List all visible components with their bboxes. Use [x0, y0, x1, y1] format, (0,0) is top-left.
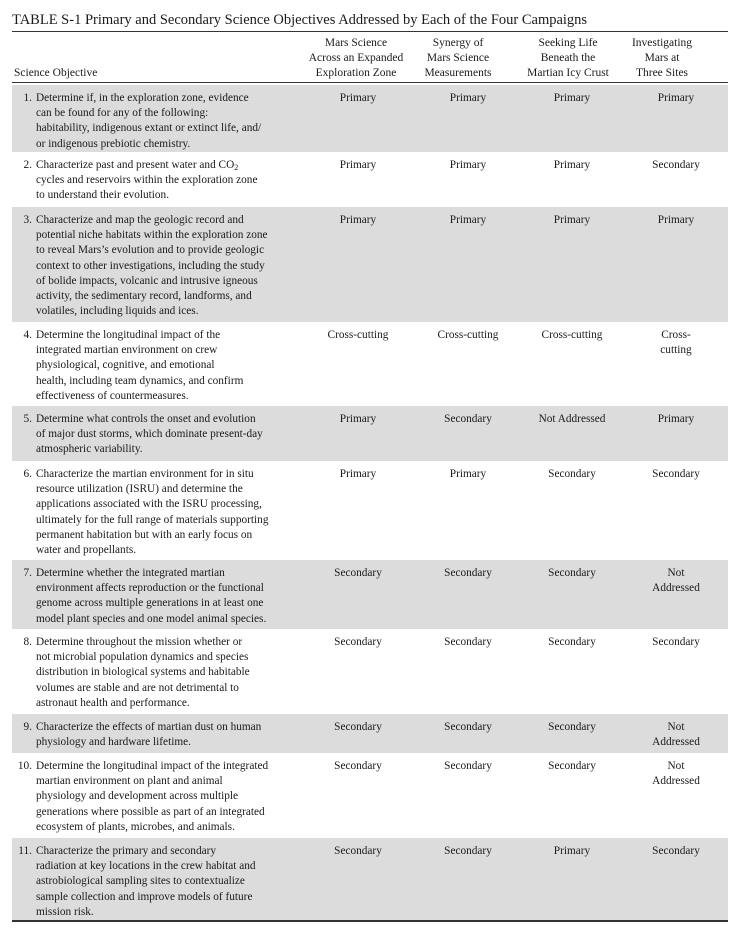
objective-line: integrated martian environment on crew: [36, 344, 218, 357]
campaign-cell: [520, 635, 624, 650]
objective-number: 7.: [23, 567, 32, 579]
objective-line: astrobiological sampling sites to contextualize: [36, 875, 245, 888]
objective-line: not microbial population dynamics and species: [36, 651, 249, 664]
cell-value: Secondary: [444, 845, 492, 857]
objective-line: Characterize and map the geologic record and: [36, 214, 244, 226]
objective-text: [36, 328, 306, 404]
objective-line: Determine if, in the exploration zone, evidence: [36, 92, 249, 104]
table-title: TABLE S-1 Primary and Secondary Science Objectives Addressed by Each of the Four Campaigns: [12, 12, 588, 28]
objective-line: Determine the longitudinal impact of the: [36, 329, 221, 341]
table-row: [12, 461, 728, 560]
cell-value: Primary: [657, 92, 695, 104]
table-row: [12, 629, 728, 714]
campaign-cell: [416, 412, 520, 427]
campaign-cell: [520, 412, 624, 427]
campaign-cell: [300, 844, 416, 859]
objective-line: physiology and development across multiple: [36, 790, 239, 803]
campaign-cell: [624, 213, 728, 228]
objective-number: 8.: [23, 636, 32, 648]
campaign-cell: [416, 158, 520, 173]
header-line: Beneath the: [540, 52, 596, 64]
campaign-cell: [416, 844, 520, 859]
cell-value: Primary: [553, 92, 591, 104]
cell-value: cutting: [660, 344, 692, 357]
campaign-cell: [624, 566, 728, 596]
objective-number: 9.: [23, 721, 32, 733]
header-line: Mars Science: [426, 52, 490, 64]
cell-value: Cross-: [661, 329, 691, 341]
cell-value: Secondary: [652, 159, 700, 171]
objective-text: [36, 566, 306, 627]
cell-value: Secondary: [444, 567, 492, 579]
objective-line: Characterize the primary and secondary: [36, 845, 217, 857]
header-line: Synergy of: [432, 37, 484, 49]
objective-text: [36, 158, 306, 204]
header-science-objective: Science Objective: [14, 67, 98, 79]
campaign-cell: [624, 328, 728, 358]
cell-value: Primary: [657, 214, 695, 226]
objective-line: genome across multiple generations in at least one: [36, 597, 264, 610]
objective-line: cycles and reservoirs within the exploration zone: [36, 174, 258, 187]
table-row: [12, 714, 728, 753]
objective-line: of bolide impacts, volcanic and intrusive igneous: [36, 274, 258, 287]
cell-value: Not Addressed: [538, 413, 606, 425]
cell-value: Not: [667, 567, 685, 579]
cell-value: Primary: [339, 214, 377, 226]
cell-value: Secondary: [548, 760, 596, 772]
objective-line: to reveal Mars’s evolution and to provide geologic: [36, 244, 265, 257]
objective-line: Characterize past and present water and $CO_2$: [36, 159, 239, 172]
objective-line: can be found for any of the following:: [36, 107, 209, 120]
cell-value: Primary: [449, 92, 487, 104]
header-campaign-3: [512, 36, 624, 81]
cell-value: Secondary: [444, 721, 492, 733]
campaign-cell: [624, 720, 728, 750]
cell-value: Primary: [449, 159, 487, 171]
objective-line: activity, the sedimentary record, landforms, and: [36, 290, 252, 303]
cell-value: Cross-cutting: [437, 329, 499, 341]
objective-line: Determine what controls the onset and evolution: [36, 413, 256, 425]
header-line: Martian Icy Crust: [527, 67, 609, 79]
objective-number: 6.: [23, 468, 32, 480]
objective-line: to understand their evolution.: [36, 189, 170, 202]
objective-line: mission risk.: [36, 905, 94, 918]
cell-value: Primary: [449, 214, 487, 226]
cell-value: Primary: [339, 159, 377, 171]
campaign-cell: [300, 566, 416, 581]
objective-text: [36, 720, 306, 750]
table-row: [12, 207, 728, 322]
table-row: [12, 560, 728, 629]
header-campaign-2: [416, 36, 500, 81]
cell-value: Secondary: [652, 636, 700, 648]
cell-value: Cross-cutting: [327, 329, 389, 341]
campaign-cell: [416, 759, 520, 774]
cell-value: Primary: [657, 413, 695, 425]
header-campaign-4: [622, 36, 702, 81]
campaign-cell: [300, 720, 416, 735]
objective-line: physiology and hardware lifetime.: [36, 736, 191, 749]
objective-line: ultimately for the full range of materials supporting: [36, 513, 269, 526]
campaign-cell: [520, 720, 624, 735]
objective-line: model plant species and one model animal species.: [36, 612, 267, 625]
cell-value: Addressed: [652, 582, 700, 595]
objective-line: context to other investigations, including the study: [36, 259, 265, 272]
objective-text: [36, 213, 306, 319]
campaign-cell: [624, 91, 728, 106]
table-row: [12, 753, 728, 838]
cell-value: Primary: [449, 468, 487, 480]
header-rule: [12, 82, 728, 83]
cell-value: Secondary: [548, 567, 596, 579]
cell-value: Addressed: [652, 775, 700, 788]
objective-line: Characterize the effects of martian dust on human: [36, 721, 262, 733]
objective-line: volumes are stable and are not detrimental to: [36, 681, 239, 694]
objective-line: Characterize the martian environment for in situ: [36, 468, 254, 480]
campaign-cell: [520, 759, 624, 774]
objective-line: radiation at key locations in the crew habitat and: [36, 860, 256, 873]
objective-number: 10.: [17, 760, 32, 772]
cell-value: Secondary: [334, 567, 382, 579]
cell-value: Not: [667, 721, 685, 733]
header-line: Seeking Life: [538, 37, 598, 49]
header-line: Investigating: [631, 37, 693, 49]
campaign-cell: [416, 720, 520, 735]
cell-value: Primary: [553, 845, 591, 857]
campaign-cell: [300, 91, 416, 106]
objective-line: potential niche habitats within the exploration zone: [36, 229, 268, 242]
cell-value: Secondary: [444, 636, 492, 648]
header-line: Measurements: [424, 67, 492, 79]
campaign-cell: [624, 467, 728, 482]
cell-value: Primary: [339, 413, 377, 425]
objective-line: effectiveness of countermeasures.: [36, 389, 189, 402]
cell-value: Primary: [553, 214, 591, 226]
objective-number: 4.: [23, 329, 32, 341]
campaign-cell: [300, 328, 416, 343]
objective-line: martian environment on plant and animal: [36, 775, 223, 788]
objective-text: [36, 91, 306, 152]
header-line: Three Sites: [635, 67, 689, 79]
objective-line: sample collection and improve models of future: [36, 890, 253, 903]
campaign-cell: [624, 759, 728, 789]
campaign-cell: [520, 844, 624, 859]
table-row: [12, 322, 728, 406]
cell-value: Secondary: [548, 468, 596, 480]
campaign-cell: [300, 467, 416, 482]
cell-value: Secondary: [334, 760, 382, 772]
objective-number: 2.: [23, 159, 32, 171]
bottom-rule: [12, 920, 728, 922]
cell-value: Secondary: [334, 721, 382, 733]
objective-line: water and propellants.: [36, 544, 137, 557]
objective-number: 1.: [23, 92, 32, 104]
campaign-cell: [520, 566, 624, 581]
cell-value: Secondary: [444, 760, 492, 772]
objective-line: health, including team dynamics, and confirm: [36, 374, 244, 387]
cell-value: Secondary: [548, 721, 596, 733]
cell-value: Primary: [339, 468, 377, 480]
campaign-cell: [520, 91, 624, 106]
objective-number: 5.: [23, 413, 32, 425]
cell-value: Primary: [339, 92, 377, 104]
objective-line: Determine throughout the mission whether or: [36, 636, 243, 648]
header-line: Exploration Zone: [315, 67, 397, 79]
objective-number: 3.: [23, 214, 32, 226]
header-line: Mars Science: [324, 37, 388, 49]
campaign-cell: [624, 635, 728, 650]
objective-text: [36, 844, 306, 920]
cell-value: Not: [667, 760, 685, 772]
campaign-cell: [416, 213, 520, 228]
objective-line: generations where possible as part of an integrated: [36, 805, 265, 818]
campaign-cell: [520, 158, 624, 173]
campaign-cell: [416, 566, 520, 581]
table-row: [12, 152, 728, 207]
campaign-cell: [520, 328, 624, 343]
campaign-cell: [624, 158, 728, 173]
objective-line: Determine whether the integrated martian: [36, 567, 225, 579]
objective-text: [36, 635, 306, 711]
top-rule: [12, 31, 728, 32]
table-row: [12, 406, 728, 461]
cell-value: Secondary: [334, 845, 382, 857]
cell-value: Addressed: [652, 736, 700, 749]
campaign-cell: [416, 467, 520, 482]
objective-line: ecosystem of plants, microbes, and animals.: [36, 820, 235, 833]
objective-line: astronaut health and performance.: [36, 696, 190, 709]
campaign-cell: [624, 844, 728, 859]
cell-value: Secondary: [652, 468, 700, 480]
objective-line: atmospheric variability.: [36, 443, 143, 456]
table-row: [12, 838, 728, 920]
campaign-cell: [520, 467, 624, 482]
campaign-cell: [416, 328, 520, 343]
header-campaign-1: [300, 36, 412, 81]
cell-value: Secondary: [652, 845, 700, 857]
campaign-cell: [300, 759, 416, 774]
cell-value: Secondary: [444, 413, 492, 425]
campaign-cell: [520, 213, 624, 228]
objective-line: applications associated with the ISRU processing,: [36, 498, 262, 511]
objective-line: of major dust storms, which dominate present-day: [36, 428, 263, 441]
campaign-cell: [300, 412, 416, 427]
objective-line: habitability, indigenous extant or extinct life, and/: [36, 122, 262, 135]
subscript: 2: [234, 163, 239, 172]
campaign-cell: [416, 91, 520, 106]
objective-text: [36, 412, 306, 458]
objective-line: physiological, cognitive, and emotional: [36, 359, 215, 372]
objective-text: [36, 467, 306, 558]
cell-value: Secondary: [334, 636, 382, 648]
objective-line: resource utilization (ISRU) and determine the: [36, 483, 243, 496]
table-row: [12, 85, 728, 152]
header-line: Mars at: [644, 52, 680, 64]
objective-line: permanent habitation but with an early focus on: [36, 528, 253, 541]
objective-line: environment affects reproduction or the functional: [36, 582, 264, 595]
cell-value: Secondary: [548, 636, 596, 648]
campaign-cell: [416, 635, 520, 650]
objective-text: [36, 759, 306, 835]
cell-value: Cross-cutting: [541, 329, 603, 341]
objective-line: or indigenous prebiotic chemistry.: [36, 137, 191, 150]
cell-value: Primary: [553, 159, 591, 171]
header-line: Across an Expanded: [308, 52, 404, 64]
objective-line: Determine the longitudinal impact of the integrated: [36, 760, 269, 772]
campaign-cell: [624, 412, 728, 427]
campaign-cell: [300, 213, 416, 228]
campaign-cell: [300, 158, 416, 173]
objective-line: distribution in biological systems and habitable: [36, 666, 250, 679]
objective-number: 11.: [18, 845, 32, 857]
objective-line: volatiles, including liquids and ices.: [36, 305, 199, 318]
campaign-cell: [300, 635, 416, 650]
